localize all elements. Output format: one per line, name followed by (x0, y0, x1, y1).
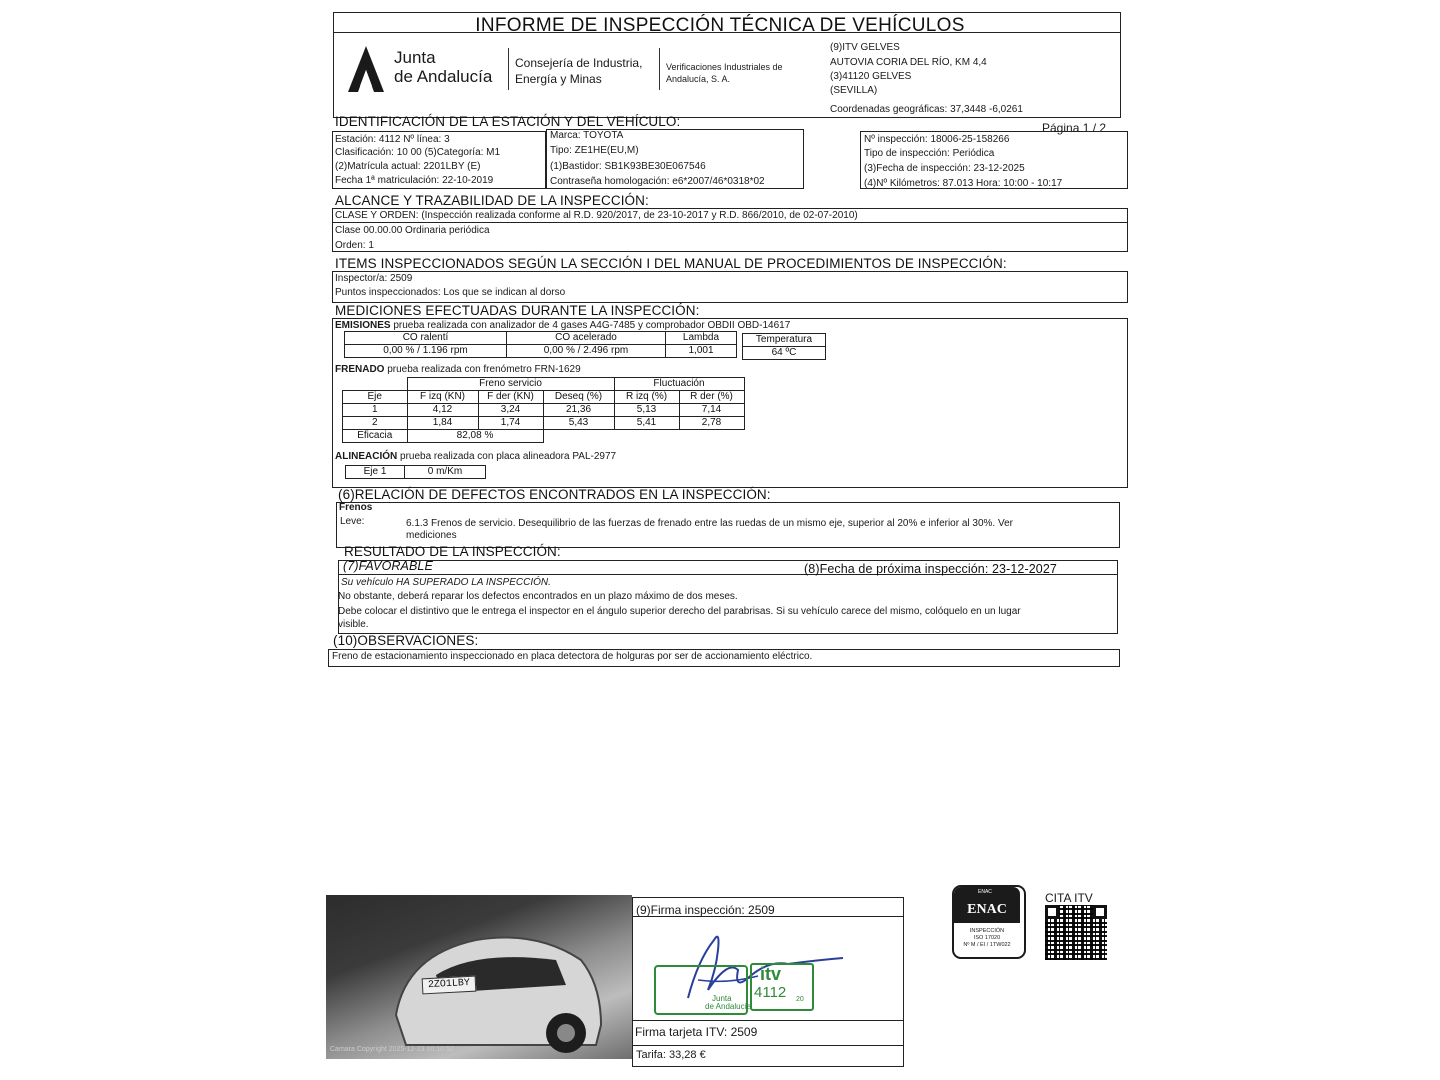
table-row (343, 404, 745, 417)
resultado-line-3: Debe colocar el distintivo que le entrega el inspector en el ángulo superior derecho del parabrisas. Si su vehículo carece del mismo, colóquelo en un lugar (338, 606, 1021, 617)
vehicle-photo (326, 895, 632, 1059)
license-plate: 2ZO1LBY (422, 976, 477, 995)
emisiones-header-lambda: Lambda (666, 332, 737, 345)
frenado-cell: 5,13 (614, 404, 679, 417)
emisiones-text: prueba realizada con analizador de 4 gases A4G-7485 y comprobador OBDII OBD-14617 (390, 320, 791, 331)
id-fecha-matriculacion: Fecha 1ª matriculación: 22-10-2019 (335, 175, 494, 186)
cita-itv-qr-code[interactable] (1045, 905, 1107, 960)
verificaciones-line-2: Andalucía, S. A. (666, 74, 731, 84)
frenado-cell: 3,24 (478, 404, 543, 417)
alcance-clase-orden: CLASE Y ORDEN: (Inspección realizada conforme al R.D. 920/2017, de 23-10-2017 y R.D. 866/2010, de 02-07-2010) (335, 210, 858, 221)
enac-text-3: Nº M / EI / 1TW022 (963, 942, 1011, 948)
frenado-line (335, 364, 581, 376)
defectos-group: Frenos (339, 502, 373, 513)
id-clasificacion: Clasificación: 10 00 (5)Categoría: M1 (335, 147, 501, 158)
eficacia-value: 82,08 % (407, 430, 543, 443)
cita-itv-label: CITA ITV (1045, 891, 1093, 905)
logo-divider-2 (659, 48, 660, 90)
alineacion-text: prueba realizada con placa alineadora PAL-2977 (397, 451, 617, 462)
car-silhouette-icon (366, 915, 616, 1055)
items-inspector: Inspector/a: 2509 (335, 273, 413, 284)
resultado-next-inspection: (8)Fecha de próxima inspección: 23-12-2027 (804, 562, 1057, 576)
emisiones-value-co-acelerado: 0,00 % / 2.496 rpm (507, 345, 666, 358)
resultado-line-1: Su vehículo HA SUPERADO LA INSPECCIÓN. (341, 577, 551, 588)
frenado-cell: 7,14 (679, 404, 744, 417)
defectos-text-line-2: mediciones (406, 530, 457, 541)
alcance-orden: Orden: 1 (335, 240, 374, 251)
stamp-junta-line-1: Junta (712, 994, 732, 1003)
tarifa: Tarifa: 33,28 € (636, 1049, 706, 1061)
logo-divider-1 (508, 48, 509, 90)
logo-line-1: Junta (394, 48, 436, 67)
fluctuacion-header: Fluctuación (614, 378, 744, 391)
photo-caption: Camara Copyright 2025-12-23 10:10:52 (330, 1046, 454, 1053)
section-alcance-heading: ALCANCE Y TRAZABILIDAD DE LA INSPECCIÓN: (335, 193, 649, 208)
observaciones-text: Freno de estacionamiento inspeccionado en placa detectora de holguras por ser de accionamiento eléctrico. (332, 651, 813, 662)
emisiones-label: EMISIONES (335, 320, 391, 331)
section-resultado-heading: RESULTADO DE LA INSPECCIÓN: (344, 544, 561, 559)
emisiones-header-co-acelerado: CO acelerado (507, 332, 666, 345)
temperatura-header: Temperatura (743, 334, 826, 347)
emisiones-table (344, 331, 737, 358)
id-fecha-inspeccion: (3)Fecha de inspección: 23-12-2025 (864, 163, 1025, 174)
id-estacion: Estación: 4112 Nº línea: 3 (335, 134, 450, 145)
section-defectos-heading: (6)RELACIÓN DE DEFECTOS ENCONTRADOS EN LA INSPECCIÓN: (338, 487, 771, 502)
id-matricula: (2)Matrícula actual: 2201LBY (E) (335, 161, 481, 172)
frenado-text: prueba realizada con frenómetro FRN-1629 (384, 364, 581, 375)
page-number: Página 1 / 2 (1042, 121, 1107, 135)
verificaciones-line-1: Verificaciones Industriales de (666, 62, 783, 72)
station-line-3: (3)41120 GELVES (830, 71, 912, 82)
stamp-itv-number: 4112 (754, 984, 787, 1001)
alcance-clase: Clase 00.00.00 Ordinaria periódica (335, 225, 490, 236)
id-contrasena: Contraseña homologación: e6*2007/46*0318*02 (550, 176, 765, 187)
frenado-header-eje: Eje (343, 391, 408, 404)
id-tipo-inspeccion: Tipo de inspección: Periódica (864, 148, 995, 159)
frenado-cell: 21,36 (543, 404, 614, 417)
alineacion-line (335, 451, 616, 463)
frenado-label: FRENADO (335, 364, 385, 375)
section-observaciones-heading: (10)OBSERVACIONES: (333, 633, 479, 648)
id-marca: Marca: TOYOTA (550, 130, 624, 141)
enac-text-1: INSPECCIÓN (969, 928, 1005, 934)
section-mediciones-heading: MEDICIONES EFECTUADAS DURANTE LA INSPECCIÓN: (335, 303, 700, 318)
stamp-itv-small: 20 (796, 996, 804, 1003)
signature-divider-bottom (632, 1045, 904, 1046)
enac-logo-text: ENAC (967, 902, 1007, 917)
frenado-header-deseq: Deseq (%) (543, 391, 614, 404)
signature-divider-mid (632, 1020, 904, 1021)
table-row (343, 417, 745, 430)
frenado-header-fder: F der (KN) (478, 391, 543, 404)
enac-text-2: ISO 17020 (973, 935, 1001, 941)
station-coordinates: Coordenadas geográficas: 37,3448 -6,0261 (830, 104, 1023, 115)
frenado-header-rizq: R izq (%) (614, 391, 679, 404)
frenado-cell: 2 (343, 417, 408, 430)
firma-tarjeta: Firma tarjeta ITV: 2509 (635, 1025, 758, 1039)
frenado-cell: 5,41 (614, 417, 679, 430)
section-items-heading: ITEMS INSPECCIONADOS SEGÚN LA SECCIÓN I DEL MANUAL DE PROCEDIMIENTOS DE INSPECCIÓN: (335, 256, 1007, 271)
alineacion-eje1-value: 0 m/Km (405, 466, 486, 479)
id-kilometros: (4)Nº Kilómetros: 87.013 Hora: 10:00 - 10:17 (864, 178, 1063, 189)
items-puntos: Puntos inspeccionados: Los que se indican al dorso (335, 287, 566, 298)
freno-servicio-header: Freno servicio (407, 378, 614, 391)
junta-andalucia-logo-icon (346, 44, 386, 94)
firma-inspeccion: (9)Firma inspección: 2509 (636, 903, 775, 917)
emisiones-header-co-ralenti: CO ralentí (345, 332, 507, 345)
logo-line-2: de Andalucía (394, 67, 493, 86)
station-line-1: (9)ITV GELVES (830, 42, 900, 53)
consejeria-line-1: Consejería de Industria, (515, 56, 643, 70)
frenado-cell: 4,12 (407, 404, 478, 417)
consejeria-line-2: Energía y Minas (515, 72, 602, 86)
station-line-2: AUTOVIA CORIA DEL RÍO, KM 4,4 (830, 57, 987, 68)
resultado-verdict: (7)FAVORABLE (343, 559, 433, 573)
alineacion-label: ALINEACIÓN (335, 451, 398, 462)
resultado-line-2: No obstante, deberá reparar los defectos encontrados en un plazo máximo de dos meses. (338, 591, 738, 602)
defectos-level: Leve: (340, 516, 365, 527)
stamp-itv-label: itv (760, 964, 782, 984)
frenado-header-rder: R der (%) (679, 391, 744, 404)
alineacion-eje1-label: Eje 1 (346, 466, 405, 479)
emisiones-value-lambda: 1,001 (666, 345, 737, 358)
temperatura-table (742, 333, 826, 360)
stamp-junta-line-2: de Andalucía (705, 1002, 752, 1011)
alineacion-table (345, 465, 486, 479)
id-bastidor: (1)Bastidor: SB1K93BE30E067546 (550, 161, 706, 172)
frenado-table (342, 377, 745, 443)
resultado-line-4: visible. (338, 619, 369, 630)
report-title: INFORME DE INSPECCIÓN TÉCNICA DE VEHÍCULOS (475, 15, 965, 36)
station-line-4: (SEVILLA) (830, 85, 878, 96)
frenado-cell: 1,84 (407, 417, 478, 430)
id-tipo: Tipo: ZE1HE(EU,M) (550, 145, 639, 156)
enac-crown-label: ENAC (978, 889, 992, 895)
frenado-cell: 1 (343, 404, 408, 417)
section-identificacion-heading: IDENTIFICACIÓN DE LA ESTACIÓN Y DEL VEHÍCULO: (335, 114, 681, 129)
defectos-text-line-1: 6.1.3 Frenos de servicio. Desequilibrio de las fuerzas de frenado entre las ruedas de un mismo eje, superior al 20% e inferior al 30%. Ver (406, 518, 1013, 529)
inspection-report-page (302, 0, 1138, 1080)
frenado-cell: 1,74 (478, 417, 543, 430)
emisiones-value-co-ralenti: 0,00 % / 1.196 rpm (345, 345, 507, 358)
temperatura-value: 64 ºC (743, 347, 826, 360)
frenado-cell: 2,78 (679, 417, 744, 430)
frenado-header-fizq: F izq (KN) (407, 391, 478, 404)
frenado-cell: 5,43 (543, 417, 614, 430)
eficacia-label: Eficacia (343, 430, 408, 443)
alcance-divider (332, 222, 1128, 223)
id-num-inspeccion: Nº inspección: 18006-25-158266 (864, 134, 1010, 145)
